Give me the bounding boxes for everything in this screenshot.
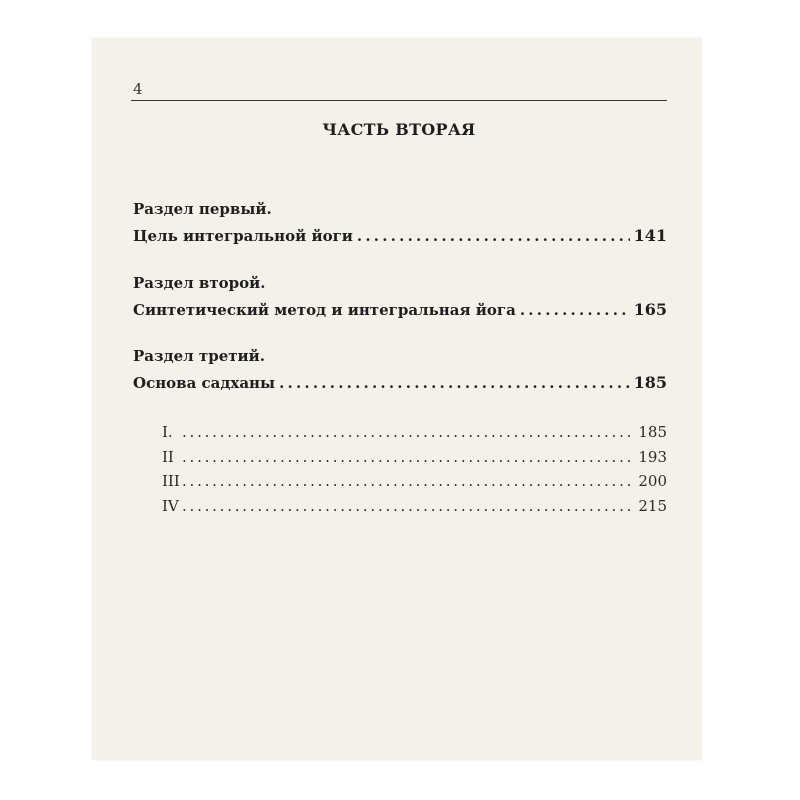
section-title: Синтетический метод и интегральная йога bbox=[133, 301, 516, 319]
subsection-entry bbox=[162, 420, 667, 445]
section-page: 141 bbox=[633, 226, 667, 245]
subsection-number: III bbox=[162, 472, 180, 490]
section-page: 185 bbox=[633, 373, 667, 392]
dot-leader bbox=[182, 494, 632, 519]
section-title: Цель интегральной йоги bbox=[133, 227, 353, 245]
subsection-entry bbox=[162, 445, 667, 470]
section-label: Раздел второй. bbox=[133, 274, 266, 292]
subsection-number: I. bbox=[162, 423, 173, 441]
toc-section-3 bbox=[133, 344, 667, 398]
section-label: Раздел первый. bbox=[133, 200, 272, 218]
dot-leader bbox=[182, 420, 632, 445]
dot-leader bbox=[182, 445, 632, 470]
section-title: Основа садханы bbox=[133, 374, 276, 392]
subsection-page: 215 bbox=[638, 496, 667, 515]
subsection-number: II bbox=[162, 447, 174, 466]
toc-section-2 bbox=[133, 271, 667, 325]
subsection-entry bbox=[162, 469, 667, 494]
part-title: ЧАСТЬ ВТОРАЯ bbox=[322, 120, 476, 139]
subsection-list bbox=[162, 420, 667, 518]
section-page: 165 bbox=[633, 300, 667, 319]
book-page bbox=[92, 38, 702, 760]
toc-section-1 bbox=[133, 197, 667, 251]
header-rule bbox=[131, 100, 667, 101]
subsection-page: 185 bbox=[638, 423, 667, 441]
toc-entry bbox=[133, 221, 667, 251]
dot-leader bbox=[279, 368, 630, 398]
dot-leader bbox=[182, 469, 632, 494]
section-label: Раздел третий. bbox=[133, 347, 266, 365]
subsection-number: IV bbox=[162, 496, 179, 515]
dot-leader bbox=[357, 221, 630, 251]
subsection-page: 200 bbox=[638, 472, 667, 490]
toc-entry bbox=[133, 368, 667, 398]
page-number: 4 bbox=[133, 80, 143, 98]
dot-leader bbox=[520, 295, 630, 325]
toc-entry bbox=[133, 295, 667, 325]
subsection-entry bbox=[162, 494, 667, 519]
subsection-page: 193 bbox=[638, 447, 667, 466]
